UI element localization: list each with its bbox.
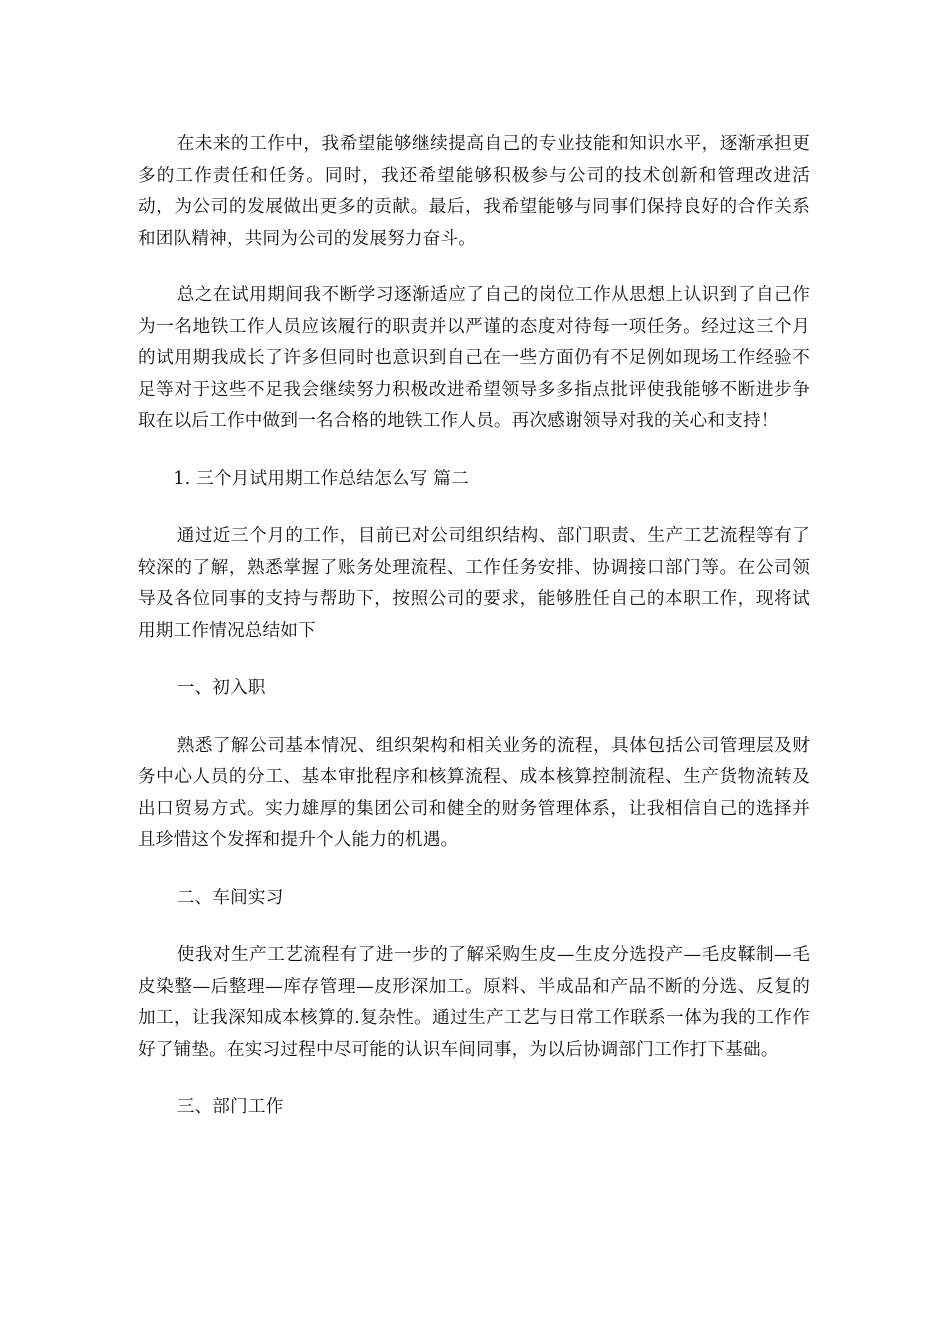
heading-onboarding: 一、初入职: [176, 678, 266, 698]
paragraph-workshop-internship: 使我对生产工艺流程有了进一步的了解采购生皮—生皮分选投产—毛皮鞣制—毛皮染整—后整理—库存管理—皮形深加工。原料、半成品和产品不断的分选、反复的加工，让我深知成本核算的.复杂性。通过生产工艺与日常工作联系一体为我的工作作好了铺垫。在实习过程中尽可能的认识车间同事，为以后协调部门工作打下基础。: [138, 945, 810, 1060]
paragraph-onboarding: 熟悉了解公司基本情况、组织架构和相关业务的流程，具体包括公司管理层及财务中心人员的分工、基本审批程序和核算流程、成本核算控制流程、生产货物流转及出口贸易方式。实力雄厚的集团公司和健全的财务管理体系，让我相信自己的选择并且珍惜这个发挥和提升个人能力的机遇。: [138, 735, 810, 850]
heading-workshop-internship: 二、车间实习: [176, 887, 284, 908]
section-title-part-two: 1. 三个月试用期工作总结怎么写 篇二: [173, 468, 469, 489]
paragraph-summary: 总之在试用期间我不断学习逐渐适应了自己的岗位工作从思想上认识到了自己作为一名地铁工作人员应该履行的职责并以严谨的态度对待每一项任务。经过这三个月的试用期我成长了许多但同时也意识到自己在一些方面仍有不足例如现场工作经验不足等对于这些不足我会继续努力积极改进希望领导多多指点批评使我能够不断进步争取在以后工作中做到一名合格的地铁工作人员。再次感谢领导对我的关心和支持！: [138, 285, 810, 431]
paragraph-intro: 通过近三个月的工作，目前已对公司组织结构、部门职责、生产工艺流程等有了较深的了解，熟悉掌握了账务处理流程、工作任务安排、协调接口部门等。在公司领导及各位同事的支持与帮助下，按照公司的要求，能够胜任自己的本职工作，现将试用期工作情况总结如下: [138, 526, 810, 641]
paragraph-future-work: 在未来的工作中，我希望能够继续提高自己的专业技能和知识水平，逐渐承担更多的工作责任和任务。同时，我还希望能够积极参与公司的技术创新和管理改进活动，为公司的发展做出更多的贡献。最后，我希望能够与同事们保持良好的合作关系和团队精神，共同为公司的发展努力奋斗。: [138, 134, 810, 249]
heading-department-work: 三、部门工作: [176, 1097, 284, 1117]
document-page: [138, 129, 810, 1124]
